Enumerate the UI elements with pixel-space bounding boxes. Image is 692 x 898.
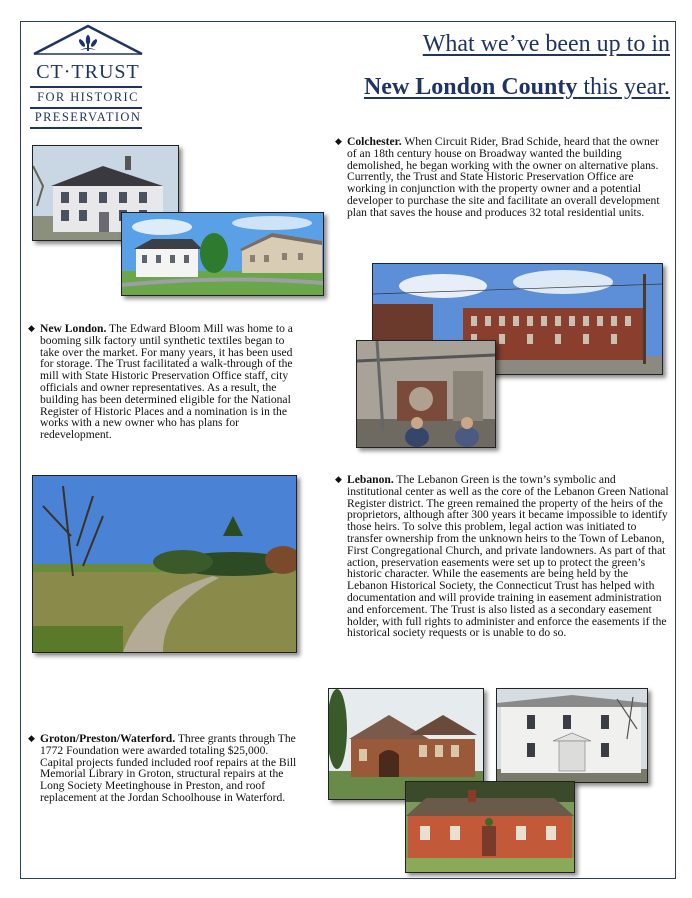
diamond-bullet-icon: ◆ [28,733,35,743]
logo-line-1: FOR HISTORIC [37,90,139,104]
logo-divider [30,107,142,109]
colchester-text: When Circuit Rider, Brad Schide, heard that the owner of an 18th century house on Broadway wanted the building demolished, he began working with the owner on alternative plans. Currently, the Trust and State Historic Preservation Office are working in conjunction with the property owner and a potential developer to purchase the site and facilitate an overall development plan that saves the house and produces 32 total residential units. [347,135,660,219]
colchester-rendering-photo [121,212,324,296]
bloom-mill-interior-photo [356,340,496,448]
logo-line-2: PRESERVATION [34,110,142,124]
diamond-bullet-icon: ◆ [335,136,342,146]
new-london-paragraph [28,322,306,442]
new-london-text: The Edward Bloom Mill was home to a booming silk factory until synthetic textiles began to take over the market. For many years, it has been used for storage. The Trust facilitated a walk-through of the mill with State Historic Preservation Office staff, city officials and owner representatives. As a result, the building has been determined eligible for the National Register of Historic Places and a nomination is in the works with a new owner who has plans for redevelopment. [40,322,293,442]
jordan-schoolhouse-photo [405,781,575,873]
page-title-line-1: What we’ve been up to in [422,31,670,57]
lebanon-paragraph [335,473,669,640]
colchester-paragraph [335,135,669,219]
new-london-label: New London. [40,322,107,335]
diamond-bullet-icon: ◆ [28,323,35,333]
groton-preston-waterford-paragraph [28,732,304,804]
house-roof-icon [30,24,146,60]
logo-name: CT·TRUST [36,61,140,83]
long-society-meetinghouse-photo [496,688,648,783]
diamond-bullet-icon: ◆ [335,474,342,484]
title-suffix: this year. [577,74,670,100]
ct-trust-logo [30,24,146,134]
lebanon-text: The Lebanon Green is the town’s symbolic and institutional center as well as the core of the Lebanon Green National Register district. The green remained the property of the heirs of the proprietors, although after 300 years it became impossible to identify those heirs. To solve this problem, legal action was initiated to transfer ownership from the unknown heirs to the Town of Lebanon, First Congregational Church, and private landowners. As part of that action, preservation easements were set up to protect the green’s historic character. While the easements are being held by the Lebanon Historical Society, the Connecticut Trust has helped with documentation and will provide training in easement administration and enforcement. The Trust is also listed as a secondary easement holder, with full rights to administer and enforce the easements if the historical society requests or is unable to do so. [347,473,669,640]
lebanon-green-photo [32,475,297,653]
groton-text: Three grants through The 1772 Foundation were awarded totaling $25,000. Capital projects funded included roof repairs at the Bill Memorial Library in Groton, structural repairs at the Long Society Meetinghouse in Preston, and roof replacement at the Jordan Schoolhouse in Waterford. [40,732,297,804]
page-title-line-2 [364,74,670,101]
logo-divider [30,86,142,88]
county-name: New London County [363,74,578,100]
groton-label: Groton/Preston/Waterford. [40,732,176,745]
logo-divider [30,127,142,129]
colchester-label: Colchester. [347,135,402,148]
lebanon-label: Lebanon. [347,473,394,486]
